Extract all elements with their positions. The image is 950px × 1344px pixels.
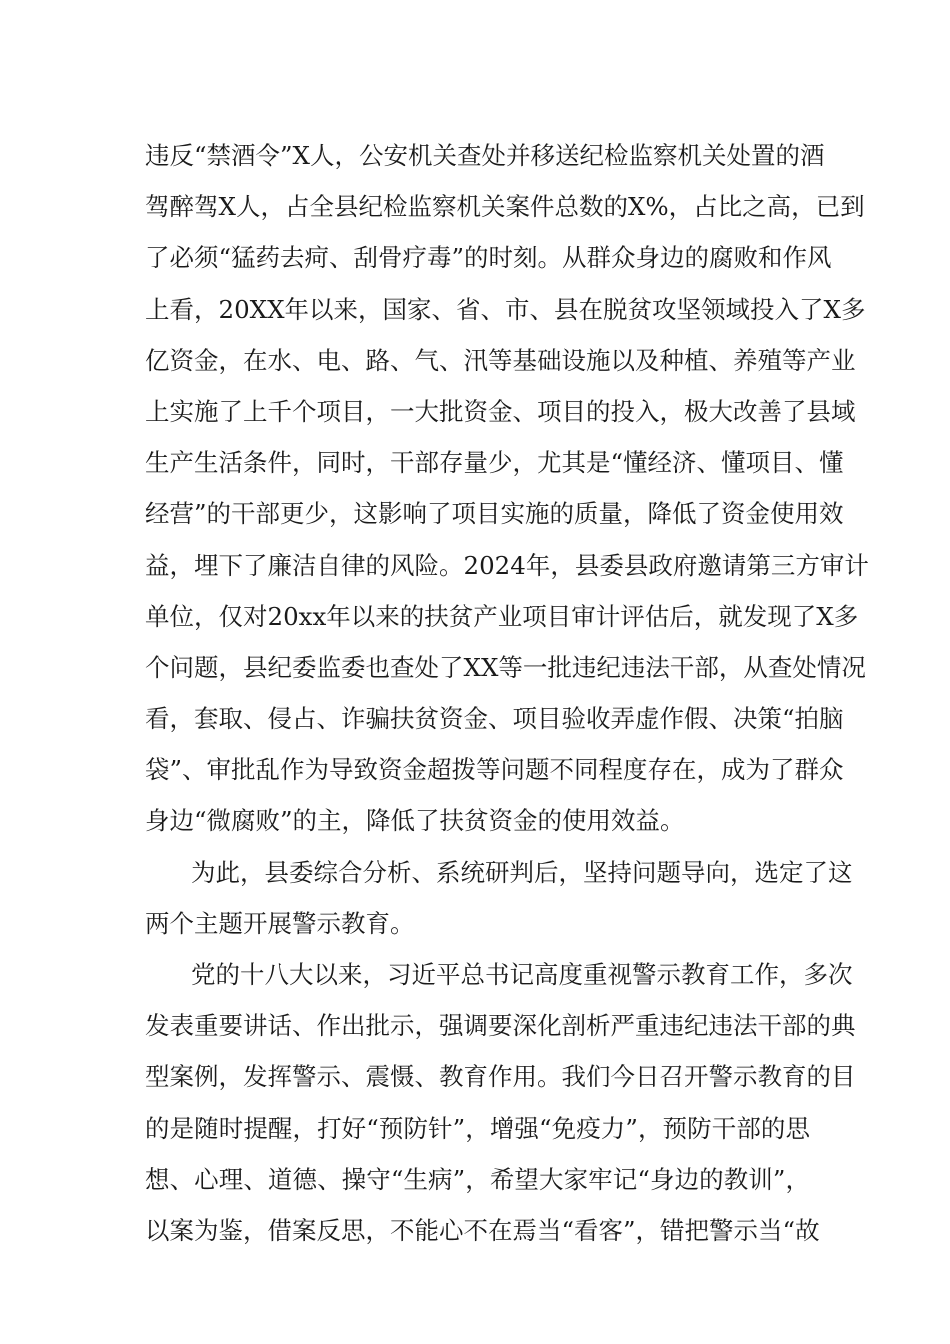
text-line: 型案例，发挥警示、震慑、教育作用。我们今日召开警示教育的目 bbox=[145, 1062, 856, 1092]
text-line: 以案为鉴，借案反思，不能心不在焉当“看客”，错把警示当“故 bbox=[145, 1215, 820, 1245]
text-line: 身边“微腐败”的主，降低了扶贫资金的使用效益。 bbox=[145, 806, 685, 836]
paragraph-3 bbox=[145, 949, 856, 1256]
text-line: 两个主题开展警示教育。 bbox=[145, 908, 415, 938]
text-line: 益，埋下了廉洁自律的风险。2024年，县委县政府邀请第三方审计 bbox=[145, 550, 869, 580]
text-line: 经营”的干部更少，这影响了项目实施的质量，降低了资金使用效 bbox=[145, 499, 844, 529]
paragraph-2 bbox=[145, 847, 853, 949]
text-line: 生产生活条件，同时，干部存量少，尤其是“懂经济、懂项目、懂 bbox=[145, 448, 844, 478]
text-line: 上看，20XX年以来，国家、省、市、县在脱贫攻坚领域投入了X多 bbox=[145, 294, 866, 324]
text-line: 想、心理、道德、操守“生病”，希望大家牢记“身边的教训”， bbox=[145, 1164, 810, 1194]
document-body bbox=[145, 130, 869, 1256]
text-line: 上实施了上千个项目，一大批资金、项目的投入，极大改善了县域 bbox=[145, 396, 856, 426]
text-line: 袋”、审批乱作为导致资金超拨等问题不同程度存在，成为了群众 bbox=[145, 755, 844, 785]
text-line: 亿资金，在水、电、路、气、汛等基础设施以及种植、养殖等产业 bbox=[145, 345, 856, 375]
text-line: 单位，仅对20xx年以来的扶贫产业项目审计评估后，就发现了X多 bbox=[145, 601, 859, 631]
text-line: 驾醉驾X人，占全县纪检监察机关案件总数的X%，占比之高，已到 bbox=[145, 192, 865, 222]
paragraph-1 bbox=[145, 130, 869, 847]
text-line: 违反“禁酒令”X人，公安机关查处并移送纪检监察机关处置的酒 bbox=[145, 141, 825, 170]
text-line: 看，套取、侵占、诈骗扶贫资金、项目验收弄虚作假、决策“拍脑 bbox=[145, 704, 844, 734]
text-line: 发表重要讲话、作出批示，强调要深化剖析严重违纪违法干部的典 bbox=[145, 1011, 856, 1041]
text-line: 的是随时提醒，打好“预防针”，增强“免疫力”，预防干部的思 bbox=[145, 1113, 810, 1143]
text-line: 个问题，县纪委监委也查处了XX等一批违纪违法干部，从查处情况 bbox=[145, 652, 866, 682]
text-line: 了必须“猛药去疴、刮骨疗毒”的时刻。从群众身边的腐败和作风 bbox=[145, 243, 832, 273]
text-line: 为此，县委综合分析、系统研判后，坚持问题导向，选定了这 bbox=[191, 857, 853, 887]
text-line: 党的十八大以来，习近平总书记高度重视警示教育工作，多次 bbox=[191, 960, 853, 989]
